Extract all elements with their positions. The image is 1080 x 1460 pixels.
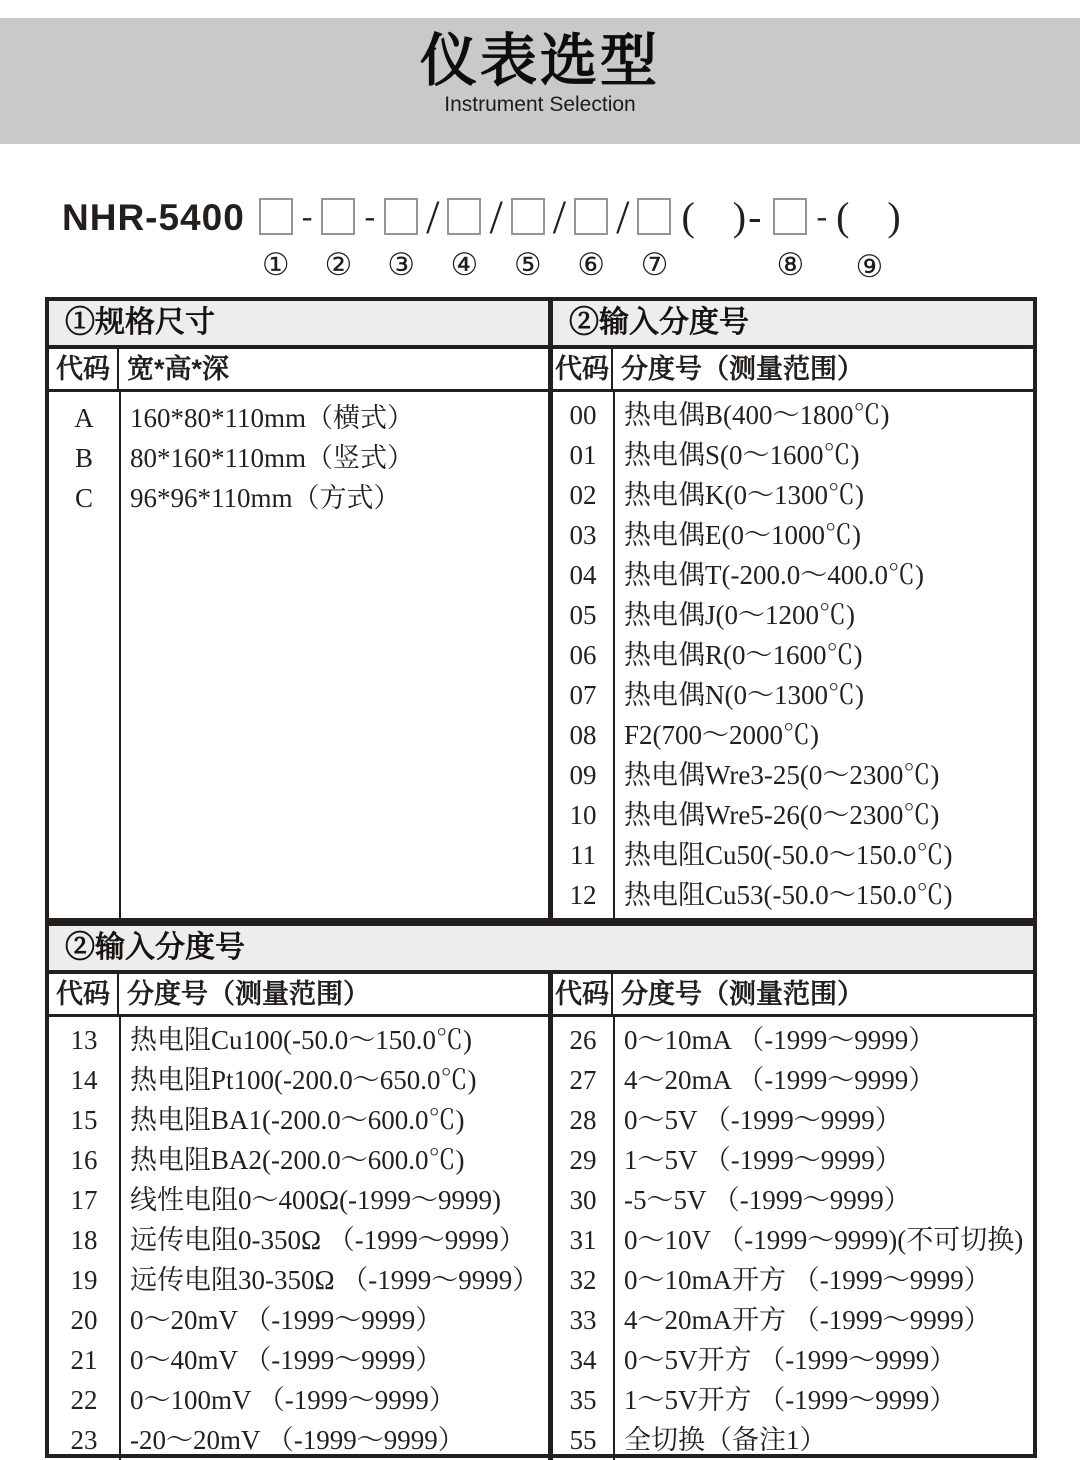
field-box bbox=[773, 198, 807, 235]
code-cell: 55 bbox=[569, 1425, 597, 1455]
page-title: 仪表选型 bbox=[420, 29, 660, 93]
table-row bbox=[553, 1180, 1033, 1220]
table2-left-half bbox=[49, 974, 553, 1460]
table2-right-half bbox=[553, 974, 1033, 1460]
separator: / bbox=[616, 191, 630, 244]
table-row bbox=[49, 1100, 548, 1140]
column-divider bbox=[119, 392, 121, 918]
code-cell: 17 bbox=[70, 1185, 98, 1215]
separator: / bbox=[552, 191, 567, 244]
table-row bbox=[49, 1380, 548, 1420]
table-row bbox=[553, 1020, 1033, 1060]
model-field-slot bbox=[637, 196, 671, 282]
spec-cell: 线性电阻0～400Ω(-1999～9999) bbox=[130, 1185, 502, 1215]
section-title-input-graduation-2: ②输入分度号 bbox=[49, 926, 1033, 974]
code-cell: A bbox=[74, 403, 94, 433]
code-cell: 33 bbox=[569, 1305, 597, 1335]
separator: - bbox=[816, 198, 828, 234]
table-row bbox=[553, 755, 1033, 795]
spec-cell: 80*160*110mm（竖式） bbox=[130, 443, 415, 473]
separator: - bbox=[364, 198, 376, 234]
spec-cell: 4～20mA （-1999～9999） bbox=[624, 1065, 936, 1095]
code-cell: 23 bbox=[70, 1425, 98, 1455]
table-row bbox=[553, 1140, 1033, 1180]
spec-cell: F2(700～2000℃) bbox=[624, 720, 819, 750]
spec-cell: 热电偶K(0～1300℃) bbox=[624, 480, 864, 510]
table-row bbox=[49, 438, 548, 478]
spec-cell: 1～5V开方 （-1999～9999） bbox=[624, 1385, 957, 1415]
spec-cell: 0～20mV （-1999～9999） bbox=[130, 1305, 443, 1335]
code-cell: 29 bbox=[569, 1145, 597, 1175]
code-cell: 11 bbox=[570, 840, 596, 870]
spec-cell: 热电偶Wre5-26(0～2300℃) bbox=[624, 800, 940, 830]
spec-cell: 远传电阻30-350Ω （-1999～9999） bbox=[130, 1265, 540, 1295]
section-title-spec-size: ①规格尺寸 bbox=[49, 301, 548, 349]
spec-cell: 0～10mA开方 （-1999～9999） bbox=[624, 1265, 991, 1295]
field-box bbox=[321, 198, 355, 235]
table-row bbox=[49, 398, 548, 438]
col-header-graduation-range: 分度号（测量范围） bbox=[621, 354, 864, 384]
paren-text: ( ) bbox=[836, 194, 903, 239]
table-row bbox=[553, 595, 1033, 635]
code-cell: 19 bbox=[70, 1265, 98, 1295]
table-row bbox=[49, 1260, 548, 1300]
code-cell: 02 bbox=[569, 480, 597, 510]
position-number: ③ bbox=[387, 247, 415, 282]
model-field-slot bbox=[259, 196, 293, 282]
column-divider bbox=[613, 392, 615, 918]
code-cell: 16 bbox=[70, 1145, 98, 1175]
spec-cell: 热电偶B(400～1800℃) bbox=[624, 400, 890, 430]
code-cell: 09 bbox=[569, 760, 597, 790]
spec-cell: 远传电阻0-350Ω （-1999～9999） bbox=[130, 1225, 526, 1255]
col-header-code: 代码 bbox=[553, 974, 613, 1014]
code-cell: B bbox=[74, 443, 93, 473]
code-cell: 03 bbox=[569, 520, 597, 550]
table-row bbox=[553, 1300, 1033, 1340]
model-prefix: NHR-5400 bbox=[62, 197, 245, 238]
code-cell: 06 bbox=[569, 640, 597, 670]
field-box bbox=[511, 198, 545, 235]
position-number: ④ bbox=[450, 247, 479, 282]
table1-right-half bbox=[553, 301, 1033, 918]
table-row bbox=[553, 875, 1033, 915]
spec-cell: 4～20mA开方 （-1999～9999） bbox=[624, 1305, 991, 1335]
table-row bbox=[553, 515, 1033, 555]
table-input-graduation-2 bbox=[45, 922, 1037, 1458]
code-cell: 31 bbox=[569, 1225, 597, 1255]
table-row bbox=[553, 1220, 1033, 1260]
section-title-input-graduation: ②输入分度号 bbox=[553, 301, 1033, 349]
table-row bbox=[553, 475, 1033, 515]
spec-cell: 热电阻BA2(-200.0～600.0℃) bbox=[130, 1145, 465, 1175]
spec-cell: 热电偶J(0～1200℃) bbox=[624, 600, 855, 630]
table-row bbox=[553, 435, 1033, 475]
col-header-graduation-range: 分度号（测量范围） bbox=[127, 979, 370, 1009]
code-cell: 14 bbox=[70, 1065, 98, 1095]
field-box bbox=[637, 198, 671, 235]
model-paren-slot bbox=[836, 196, 903, 284]
position-number: ⑧ bbox=[776, 247, 805, 282]
code-cell: 20 bbox=[70, 1305, 98, 1335]
table-row bbox=[553, 395, 1033, 435]
table-row bbox=[553, 1380, 1033, 1420]
field-box bbox=[259, 198, 293, 235]
table-row bbox=[553, 795, 1033, 835]
column-divider bbox=[119, 1017, 121, 1460]
table-row bbox=[49, 1180, 548, 1220]
table1-left-half bbox=[49, 301, 553, 918]
spec-cell: 热电偶S(0～1600℃) bbox=[624, 440, 860, 470]
spec-cell: 96*96*110mm（方式） bbox=[130, 483, 401, 513]
code-cell: 04 bbox=[569, 560, 597, 590]
spec-cell: 全切换（备注1） bbox=[624, 1425, 827, 1455]
model-field-slot bbox=[773, 196, 807, 282]
table-row bbox=[553, 1340, 1033, 1380]
col-header-graduation-range: 分度号（测量范围） bbox=[621, 979, 864, 1009]
table-row bbox=[553, 1060, 1033, 1100]
spec-cell: 热电偶T(-200.0～400.0℃) bbox=[624, 560, 924, 590]
table-row bbox=[49, 1220, 548, 1260]
code-cell: 07 bbox=[569, 680, 597, 710]
code-cell: 00 bbox=[569, 400, 597, 430]
code-cell: 13 bbox=[70, 1025, 98, 1055]
table-row bbox=[49, 1300, 548, 1340]
spec-cell: -5～5V （-1999～9999） bbox=[624, 1185, 911, 1215]
code-cell: 10 bbox=[569, 800, 597, 830]
table-row bbox=[49, 1340, 548, 1380]
col-header-code: 代码 bbox=[49, 974, 119, 1014]
spec-cell: 160*80*110mm（横式） bbox=[130, 403, 415, 433]
model-code-parts bbox=[259, 191, 903, 284]
spec-cell: 热电阻Pt100(-200.0～650.0℃) bbox=[130, 1065, 477, 1095]
col-header-code: 代码 bbox=[49, 349, 119, 389]
table-row bbox=[553, 715, 1033, 755]
table2-columns bbox=[49, 974, 1033, 1460]
spec-cell: 0～5V （-1999～9999） bbox=[624, 1105, 902, 1135]
code-cell: 21 bbox=[70, 1345, 98, 1375]
table-row bbox=[49, 1060, 548, 1100]
spec-cell: 1～5V （-1999～9999） bbox=[624, 1145, 902, 1175]
col-header-dimensions: 宽*高*深 bbox=[127, 354, 230, 384]
table-row bbox=[553, 675, 1033, 715]
model-field-slot bbox=[447, 196, 481, 282]
code-cell: 08 bbox=[569, 720, 597, 750]
code-cell: 12 bbox=[569, 880, 597, 910]
code-cell: 05 bbox=[569, 600, 597, 630]
separator: - bbox=[301, 198, 313, 234]
spec-cell: 热电偶R(0～1600℃) bbox=[624, 640, 863, 670]
table-row bbox=[49, 1140, 548, 1180]
col-header-code: 代码 bbox=[553, 349, 613, 389]
table-row bbox=[553, 835, 1033, 875]
code-cell: 22 bbox=[70, 1385, 98, 1415]
code-cell: 30 bbox=[569, 1185, 597, 1215]
code-cell: 26 bbox=[569, 1025, 597, 1055]
table-row bbox=[49, 478, 548, 518]
column-divider bbox=[613, 1017, 615, 1460]
table1-left-subheader bbox=[49, 349, 548, 392]
spec-cell: 热电偶E(0～1000℃) bbox=[624, 520, 861, 550]
spec-cell: 0～40mV （-1999～9999） bbox=[130, 1345, 443, 1375]
spec-cell: 0～100mV （-1999～9999） bbox=[130, 1385, 456, 1415]
code-cell: 27 bbox=[569, 1065, 597, 1095]
position-number: ① bbox=[261, 247, 290, 282]
spec-cell: 0～10mA （-1999～9999） bbox=[624, 1025, 936, 1055]
spec-cell: 热电阻Cu53(-50.0～150.0℃) bbox=[624, 880, 953, 910]
title-band bbox=[0, 18, 1080, 144]
position-number: ⑤ bbox=[513, 247, 542, 282]
position-number: ⑨ bbox=[855, 249, 884, 284]
spec-cell: 热电偶Wre3-25(0～2300℃) bbox=[624, 760, 940, 790]
code-cell: 32 bbox=[569, 1265, 597, 1295]
code-cell: 18 bbox=[70, 1225, 98, 1255]
table-row bbox=[553, 1420, 1033, 1460]
model-field-slot bbox=[321, 196, 355, 282]
code-cell: 01 bbox=[569, 440, 597, 470]
code-cell: 35 bbox=[569, 1385, 597, 1415]
table-row bbox=[49, 1420, 548, 1460]
table2-right-subheader bbox=[553, 974, 1033, 1017]
table-row bbox=[553, 1100, 1033, 1140]
table1-right-rows bbox=[553, 392, 1033, 918]
position-number: ⑦ bbox=[640, 247, 669, 282]
table-row bbox=[49, 1020, 548, 1060]
code-cell: 28 bbox=[569, 1105, 597, 1135]
spec-cell: 0～5V开方 （-1999～9999） bbox=[624, 1345, 957, 1375]
spec-cell: 热电阻Cu100(-50.0～150.0℃) bbox=[130, 1025, 472, 1055]
code-cell: 34 bbox=[569, 1345, 597, 1375]
separator: ( )- bbox=[681, 194, 764, 239]
spec-cell: 0～10V （-1999～9999)(不可切换) bbox=[624, 1225, 1024, 1255]
model-field-slot bbox=[511, 196, 545, 282]
model-field-slot bbox=[574, 196, 608, 282]
model-field-slot bbox=[384, 196, 418, 282]
spec-cell: 热电阻Cu50(-50.0～150.0℃) bbox=[624, 840, 953, 870]
spec-cell: 热电偶N(0～1300℃) bbox=[624, 680, 864, 710]
page-subtitle: Instrument Selection bbox=[444, 93, 636, 116]
spec-cell: 热电阻BA1(-200.0～600.0℃) bbox=[130, 1105, 465, 1135]
table2-left-subheader bbox=[49, 974, 548, 1017]
field-box bbox=[574, 198, 608, 235]
model-code-line bbox=[62, 191, 1042, 284]
table-row bbox=[553, 555, 1033, 595]
position-number: ⑥ bbox=[577, 247, 606, 282]
table1-right-subheader bbox=[553, 349, 1033, 392]
table-row bbox=[553, 635, 1033, 675]
table-spec-and-input bbox=[45, 297, 1037, 922]
position-number: ② bbox=[324, 247, 353, 282]
table2-right-rows bbox=[553, 1017, 1033, 1460]
code-cell: C bbox=[74, 483, 93, 513]
table-row bbox=[553, 1260, 1033, 1300]
code-cell: 15 bbox=[70, 1105, 98, 1135]
spec-cell: -20～20mV （-1999～9999） bbox=[130, 1425, 465, 1455]
table1-left-rows bbox=[49, 392, 548, 918]
field-box bbox=[447, 198, 481, 235]
separator: / bbox=[489, 191, 503, 244]
separator: / bbox=[426, 191, 440, 244]
field-box bbox=[384, 198, 418, 235]
table2-left-rows bbox=[49, 1017, 548, 1460]
